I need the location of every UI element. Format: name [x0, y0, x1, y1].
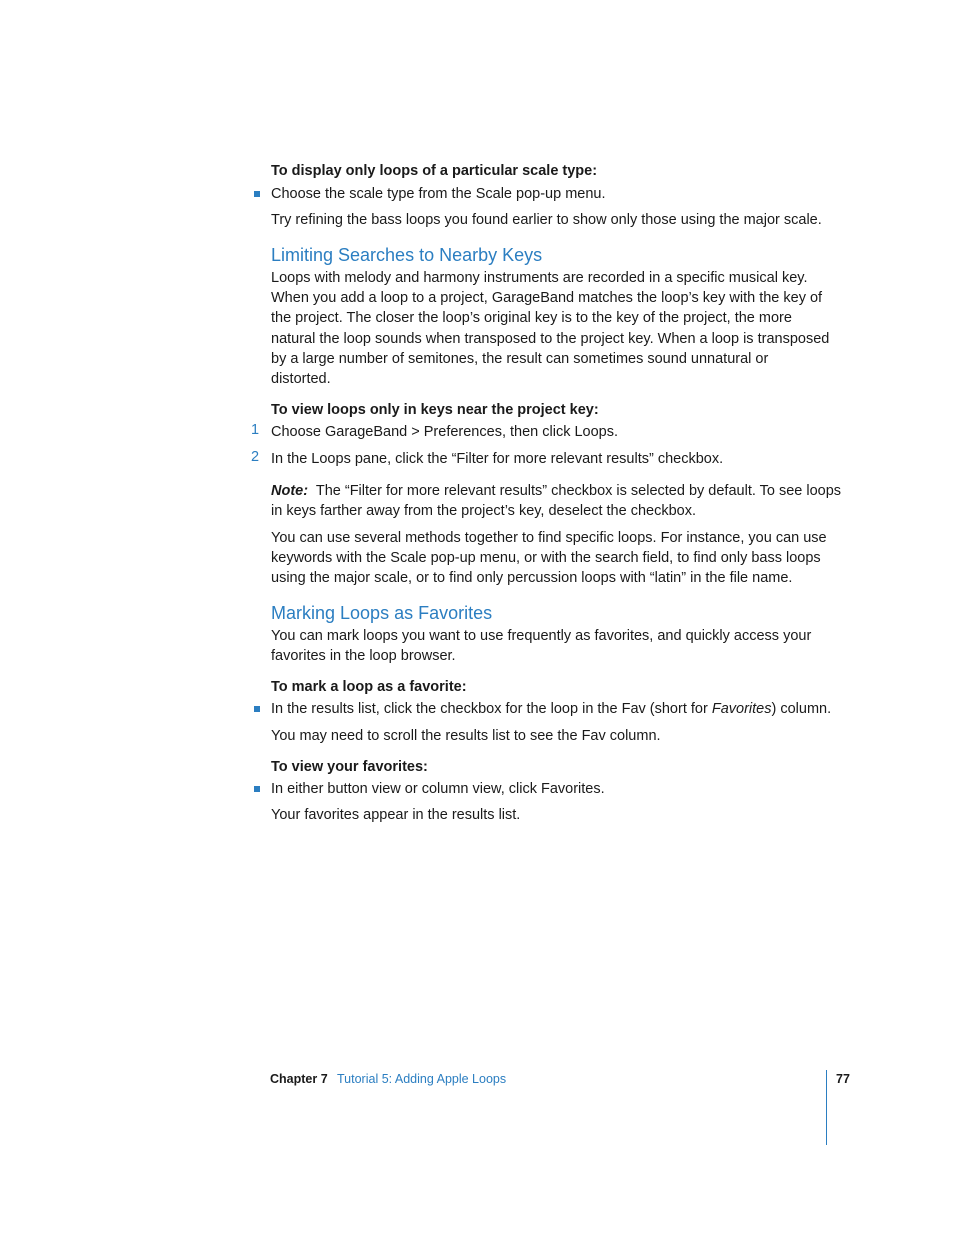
paragraph-refine: Try refining the bass loops you found earlier to show only those using the major scale.: [271, 212, 822, 228]
paragraph-favorites: [271, 626, 811, 666]
paragraph-line: You can use several methods together to find specific loops. For instance, you can use: [271, 530, 827, 546]
note-label: Note:: [271, 483, 309, 499]
task-heading-nearby: To view loops only in keys near the project key:: [271, 402, 599, 418]
paragraph-favorites-appear: Your favorites appear in the results list.: [271, 807, 521, 823]
paragraph-line: natural the loop sounds when transposed to the project key. When a loop is transposed: [271, 330, 830, 347]
paragraph-line: favorites in the loop browser.: [271, 648, 456, 665]
bullet-text-part: In the results list, click the checkbox for the loop in the Fav (short for: [271, 701, 712, 717]
paragraph-methods: [271, 528, 827, 589]
note-line: in keys farther away from the project’s key, deselect the checkbox.: [271, 503, 696, 520]
bullet-text-scale: Choose the scale type from the Scale pop-up menu.: [271, 186, 606, 202]
paragraph-line: When you add a loop to a project, GarageBand matches the loop’s key with the key of: [271, 290, 823, 307]
section-heading-favorites: Marking Loops as Favorites: [271, 603, 493, 623]
step-text: Choose GarageBand > Preferences, then click Loops.: [271, 424, 619, 440]
step-number: 2: [251, 449, 260, 465]
task-heading-scale: To display only loops of a particular scale type:: [271, 163, 598, 179]
task-heading-mark-favorite: To mark a loop as a favorite:: [271, 679, 467, 695]
page-number: 77: [836, 1072, 850, 1086]
section-heading-nearby-keys: Limiting Searches to Nearby Keys: [271, 245, 543, 265]
bullet-text-mark-favorite: [271, 699, 831, 719]
bullet-marker: [254, 706, 260, 712]
note-block: [271, 481, 841, 521]
paragraph-line: You can mark loops you want to use frequently as favorites, and quickly access your: [271, 628, 812, 644]
paragraph-scroll: You may need to scroll the results list to see the Fav column.: [271, 728, 661, 744]
paragraph-line: Loops with melody and harmony instruments are recorded in a specific musical key.: [271, 270, 808, 286]
paragraph-line: by a large number of semitones, the result can sometimes sound unnatural or: [271, 350, 769, 367]
paragraph-line: distorted.: [271, 371, 331, 388]
bullet-marker: [254, 786, 260, 792]
task-heading-view-favorites: To view your favorites:: [271, 759, 428, 775]
paragraph-line: the project. The closer the loop’s original key is to the key of the project, the more: [271, 310, 792, 327]
paragraph-line: keywords with the Scale pop-up menu, or with the search field, to find only bass loops: [271, 550, 821, 567]
bullet-marker: [254, 191, 260, 197]
paragraph-line: using the major scale, or to find only percussion loops with “latin” in the file name.: [271, 570, 793, 587]
bullet-text-view-favorites: In either button view or column view, click Favorites.: [271, 781, 605, 797]
step-number: 1: [251, 422, 260, 438]
footer-divider: [826, 1070, 827, 1145]
bullet-text-italic: Favorites: [711, 701, 772, 717]
step-text: In the Loops pane, click the “Filter for more relevant results” checkbox.: [271, 451, 724, 467]
footer-chapter: Chapter 7: [270, 1072, 328, 1086]
footer-chapter-title: Tutorial 5: Adding Apple Loops: [337, 1072, 507, 1086]
paragraph-nearby-keys: [271, 268, 829, 389]
note-line: The “Filter for more relevant results” checkbox is selected by default. To see loops: [315, 483, 842, 499]
bullet-text-part: ) column.: [771, 701, 832, 717]
